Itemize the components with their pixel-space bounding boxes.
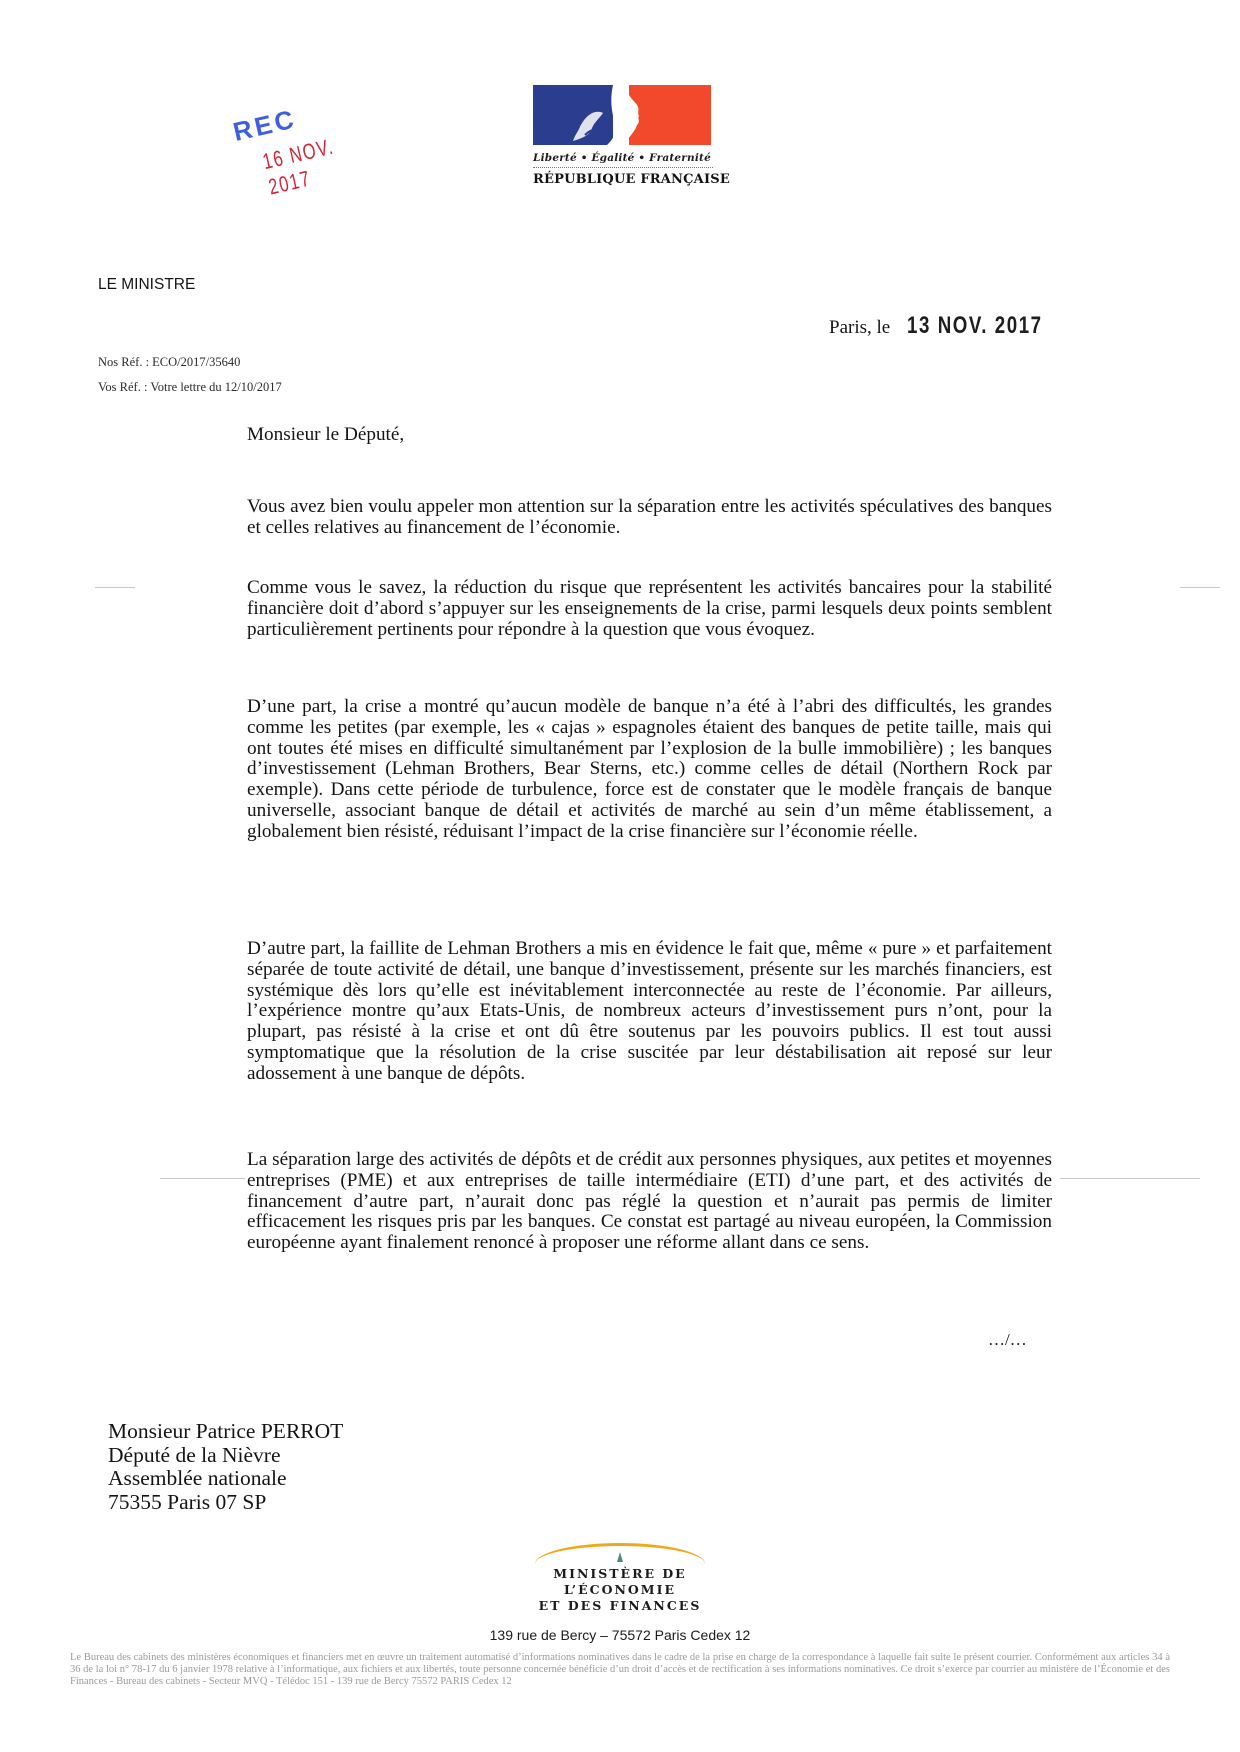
ministry-address: 139 rue de Bercy – 75572 Paris Cedex 12 bbox=[489, 1627, 751, 1643]
scan-fold-mark bbox=[1180, 587, 1220, 588]
republic-name: RÉPUBLIQUE FRANÇAISE bbox=[533, 172, 730, 187]
our-reference-label: Nos Réf. : bbox=[98, 355, 150, 369]
stamp-received-date: 16 NOV. 2017 bbox=[260, 133, 337, 200]
sender-title: LE MINISTRE bbox=[98, 276, 196, 293]
paragraph-1: Vous avez bien voulu appeler mon attention sur la séparation entre les activités spéculatives des banques et celles relatives au financement de l’économie. bbox=[247, 496, 1052, 538]
your-reference bbox=[98, 380, 282, 395]
ministry-name-line2: ET DES FINANCES bbox=[538, 1598, 702, 1613]
place-date bbox=[829, 312, 1081, 340]
recipient-city: 75355 Paris 07 SP bbox=[108, 1489, 267, 1514]
recipient-institution: Assemblée nationale bbox=[108, 1466, 287, 1490]
marianne-profile-icon bbox=[533, 85, 711, 145]
paragraph-4: D’autre part, la faillite de Lehman Brothers a mis en évidence le fait que, même « pure » et parfaitement séparée de toute activité de détail, une banque d’investissement, présente sur les marchés financiers, est systémique dès lors qu’elle est inévitablement interconnectée au reste de l’économie. Par ailleurs, l’expérience montre qu’aux Etats-Unis, de nombreux acteurs d’investissement purs n’ont, pour la plupart, pas résisté à la crise et ont dû être soutenus par les pouvoirs publics. Il est tout aussi symptomatique que la résolution de la crise suscitée par leur déstabilisation ait reposé sur leur adossement à une banque de dépôts. bbox=[247, 938, 1052, 1084]
ministry-tree-icon bbox=[617, 1552, 623, 1562]
ministry-logo bbox=[500, 1543, 740, 1614]
scan-fold-mark bbox=[1060, 1178, 1200, 1179]
marianne-logo-icon bbox=[533, 85, 711, 145]
paragraph-2: Comme vous le savez, la réduction du risque que représentent les activités bancaires pour la stabilité financière doit d’abord s’appuyer sur les enseignements de la crise, parmi lesquels deux points semblent particulièrement pertinents pour répondre à la question que vous évoquez. bbox=[247, 577, 1052, 640]
date-stamp: 13 NOV. 2017 bbox=[906, 312, 1043, 339]
recipient-name: Monsieur Patrice PERROT bbox=[108, 1419, 344, 1443]
our-reference bbox=[98, 355, 240, 370]
scan-fold-mark bbox=[160, 1178, 245, 1179]
our-reference-value: ECO/2017/35640 bbox=[152, 355, 241, 369]
recipient-address bbox=[108, 1420, 343, 1514]
republique-francaise-logo bbox=[533, 85, 730, 187]
received-stamp bbox=[228, 74, 394, 200]
stamp-received-label: REC bbox=[230, 103, 300, 147]
legal-notice: Le Bureau des cabinets des ministères économiques et financiers met en œuvre un traitement automatisé d’informations nominatives dans le cadre de la prise en charge de la correspondance à laquelle fait suite le présent courrier. Conformément aux articles 34 à 36 de la loi n° 78-17 du 6 janvier 1978 relative à l’informatique, aux fichiers et aux libertés, toute personne concernée bénéficie d’un droit d’accès et de rectification à ses informations nominatives. Ce droit s’exerce par courrier au ministère de l’Économie et des Finances - Bureau des cabinets - Secteur MVQ - Télédoc 151 - 139 rue de Bercy 75572 PARIS Cedex 12 bbox=[70, 1652, 1170, 1687]
recipient-title: Député de la Nièvre bbox=[108, 1442, 281, 1467]
paragraph-3: D’une part, la crise a montré qu’aucun modèle de banque n’a été à l’abri des difficultés, les grandes comme les petites (par exemple, les « cajas » espagnoles étaient des banques de petite taille, mais qui ont toutes été mises en difficulté simultanément par l’explosion de la bulle immobilière) ; les banques d’investissement (Lehman Brothers, Bear Sterns, etc.) comme celles de détail (Northern Rock par exemple). Dans cette période de turbulence, force est de constater que le modèle français de banque universelle, associant banque de détail et activités de marché au sein d’un même établissement, a globalement bien résisté, réduisant l’impact de la crise financière sur l’économie réelle. bbox=[247, 696, 1052, 842]
scan-fold-mark bbox=[95, 587, 135, 588]
your-reference-value: Votre lettre du 12/10/2017 bbox=[150, 380, 282, 394]
salutation: Monsieur le Député, bbox=[247, 424, 405, 445]
your-reference-label: Vos Réf. : bbox=[98, 380, 148, 394]
ministry-name-line1: MINISTÈRE DE L’ÉCONOMIE bbox=[553, 1566, 687, 1597]
paragraph-5: La séparation large des activités de dépôts et de crédit aux personnes physiques, aux petites et moyennes entreprises (PME) et aux entreprises de taille intermédiaire (ETI) d’une part, et des activités de financement d’autre part, n’aurait donc pas réglé la question et n’aurait pas permis de limiter efficacement les risques pris par les banques. Ce constat est partagé au niveau européen, la Commission européenne ayant finalement renoncé à proposer une réforme allant dans ce sens. bbox=[247, 1149, 1052, 1254]
continuation-mark: …/… bbox=[988, 1330, 1027, 1349]
place: Paris, le bbox=[829, 317, 891, 338]
republic-motto: Liberté • Égalité • Fraternité bbox=[533, 152, 713, 168]
